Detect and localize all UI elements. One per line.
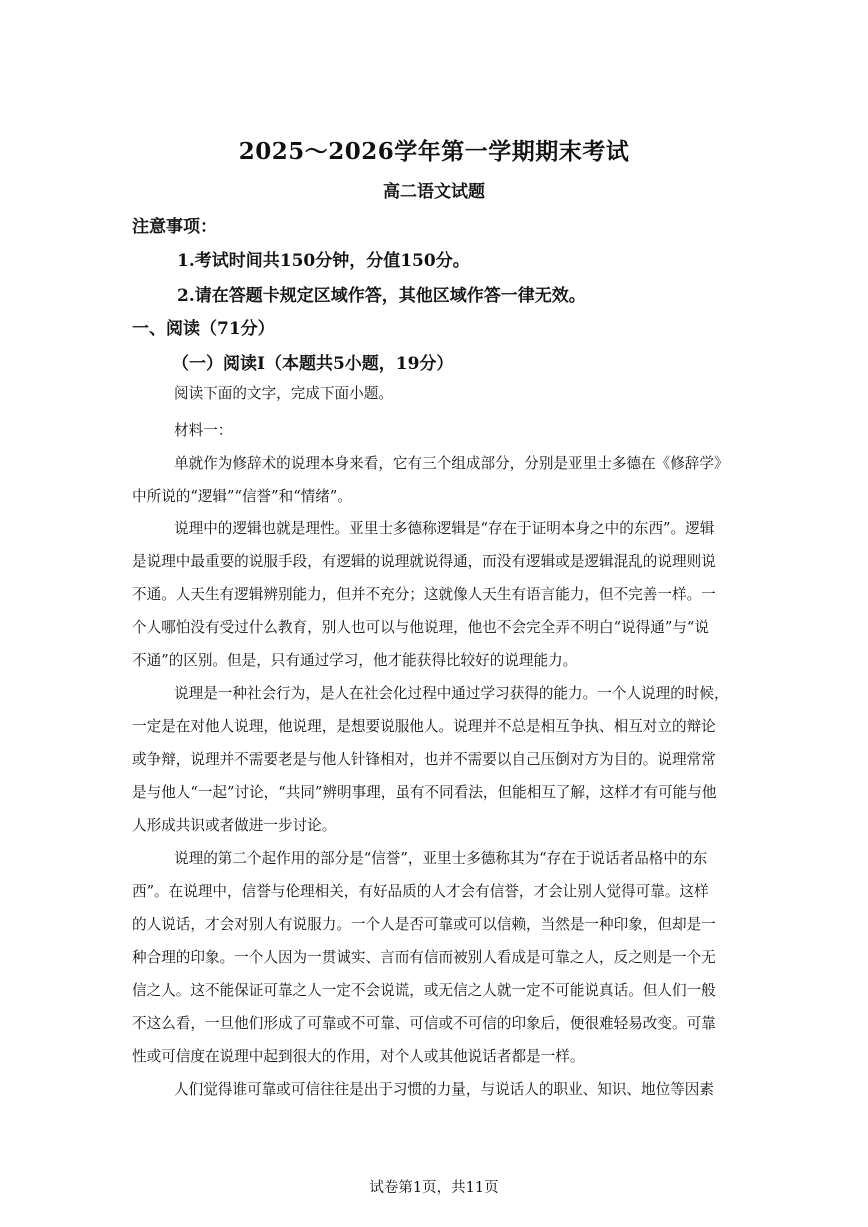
- text-line: 是与他人“一起”讨论，“共同”辨明事理，虽有不同看法，但能相互了解，这样才有可能与他: [132, 784, 717, 801]
- text-line: 说理是一种社会行为，是人在社会化过程中通过学习获得的能力。一个人说理的时候，: [174, 685, 729, 702]
- text-line: 种合理的印象。一个人因为一贯诚实、言而有信而被别人看成是可靠之人，反之则是一个无: [132, 949, 716, 966]
- text-line: 说理的第二个起作用的部分是“信誉”，亚里士多德称其为“存在于说话者品格中的东: [174, 850, 708, 867]
- text-line: 不通。人天生有逻辑辨别能力，但并不充分；这就像人天生有语言能力，但不完善一样。一: [132, 586, 716, 603]
- page-footer: 试卷第1页，共11页: [369, 1180, 499, 1196]
- text-line: 人们觉得谁可靠或可信往往是出于习惯的力量，与说话人的职业、知识、地位等因素: [174, 1081, 714, 1098]
- text-line: 一定是在对他人说理，他说理，是想要说服他人。说理并不总是相互争执、相互对立的辩论: [132, 718, 716, 735]
- material-label: 材料一：: [174, 422, 233, 439]
- section-heading: 一、阅读（71分）: [132, 319, 275, 339]
- notice-label: 注意事项：: [132, 217, 217, 237]
- text-line: 不通”的区别。但是，只有通过学习，他才能获得比较好的说理能力。: [132, 652, 578, 669]
- text-line: 个人哪怕没有受过什么教育，别人也可以与他说理，他也不会完全弄不明白“说得通”与“说: [132, 619, 709, 636]
- text-line: 人形成共识或者做进一步讨论。: [132, 817, 337, 834]
- reading-instruction: 阅读下面的文字，完成下面小题。: [174, 385, 393, 402]
- text-line: 单就作为修辞术的说理本身来看，它有三个组成部分，分别是亚里士多德在《修辞学》: [174, 455, 729, 472]
- text-line: 中所说的“逻辑”“信誉”和“情绪”。: [132, 488, 352, 505]
- page-title: 2025～2026学年第一学期期末考试: [238, 138, 630, 165]
- text-line: 性或可信度在说理中起到很大的作用，对个人或其他说话者都是一样。: [132, 1048, 585, 1065]
- text-line: 说理中的逻辑也就是理性。亚里士多德称逻辑是“存在于证明本身之中的东西”。逻辑: [174, 520, 715, 537]
- text-line: 信之人。这不能保证可靠之人一定不会说谎，或无信之人就一定不可能说真话。但人们一般: [132, 982, 716, 999]
- page-subtitle: 高二语文试题: [383, 182, 485, 202]
- text-line: 的人说话，才会对别人有说服力。一个人是否可靠或可以信赖，当然是一种印象，但却是一: [132, 916, 716, 933]
- section-subheading: （一）阅读Ⅰ（本题共5小题，19分）: [172, 354, 454, 374]
- text-line: 或争辩，说理并不需要老是与他人针锋相对，也并不需要以自己压倒对方为目的。说理常常: [132, 751, 716, 768]
- notice-item-1: 1.考试时间共150分钟，分值150分。: [177, 251, 470, 271]
- text-line: 不这么看，一旦他们形成了可靠或不可靠、可信或不可信的印象后，便很难轻易改变。可靠: [132, 1015, 716, 1032]
- text-line: 是说理中最重要的说服手段，有逻辑的说理就说得通，而没有逻辑或是逻辑混乱的说理则说: [132, 553, 716, 570]
- text-line: 西”。在说理中，信誉与伦理相关，有好品质的人才会有信誉，才会让别人觉得可靠。这样: [132, 883, 709, 900]
- notice-item-2: 2.请在答题卡规定区域作答，其他区域作答一律无效。: [177, 286, 586, 306]
